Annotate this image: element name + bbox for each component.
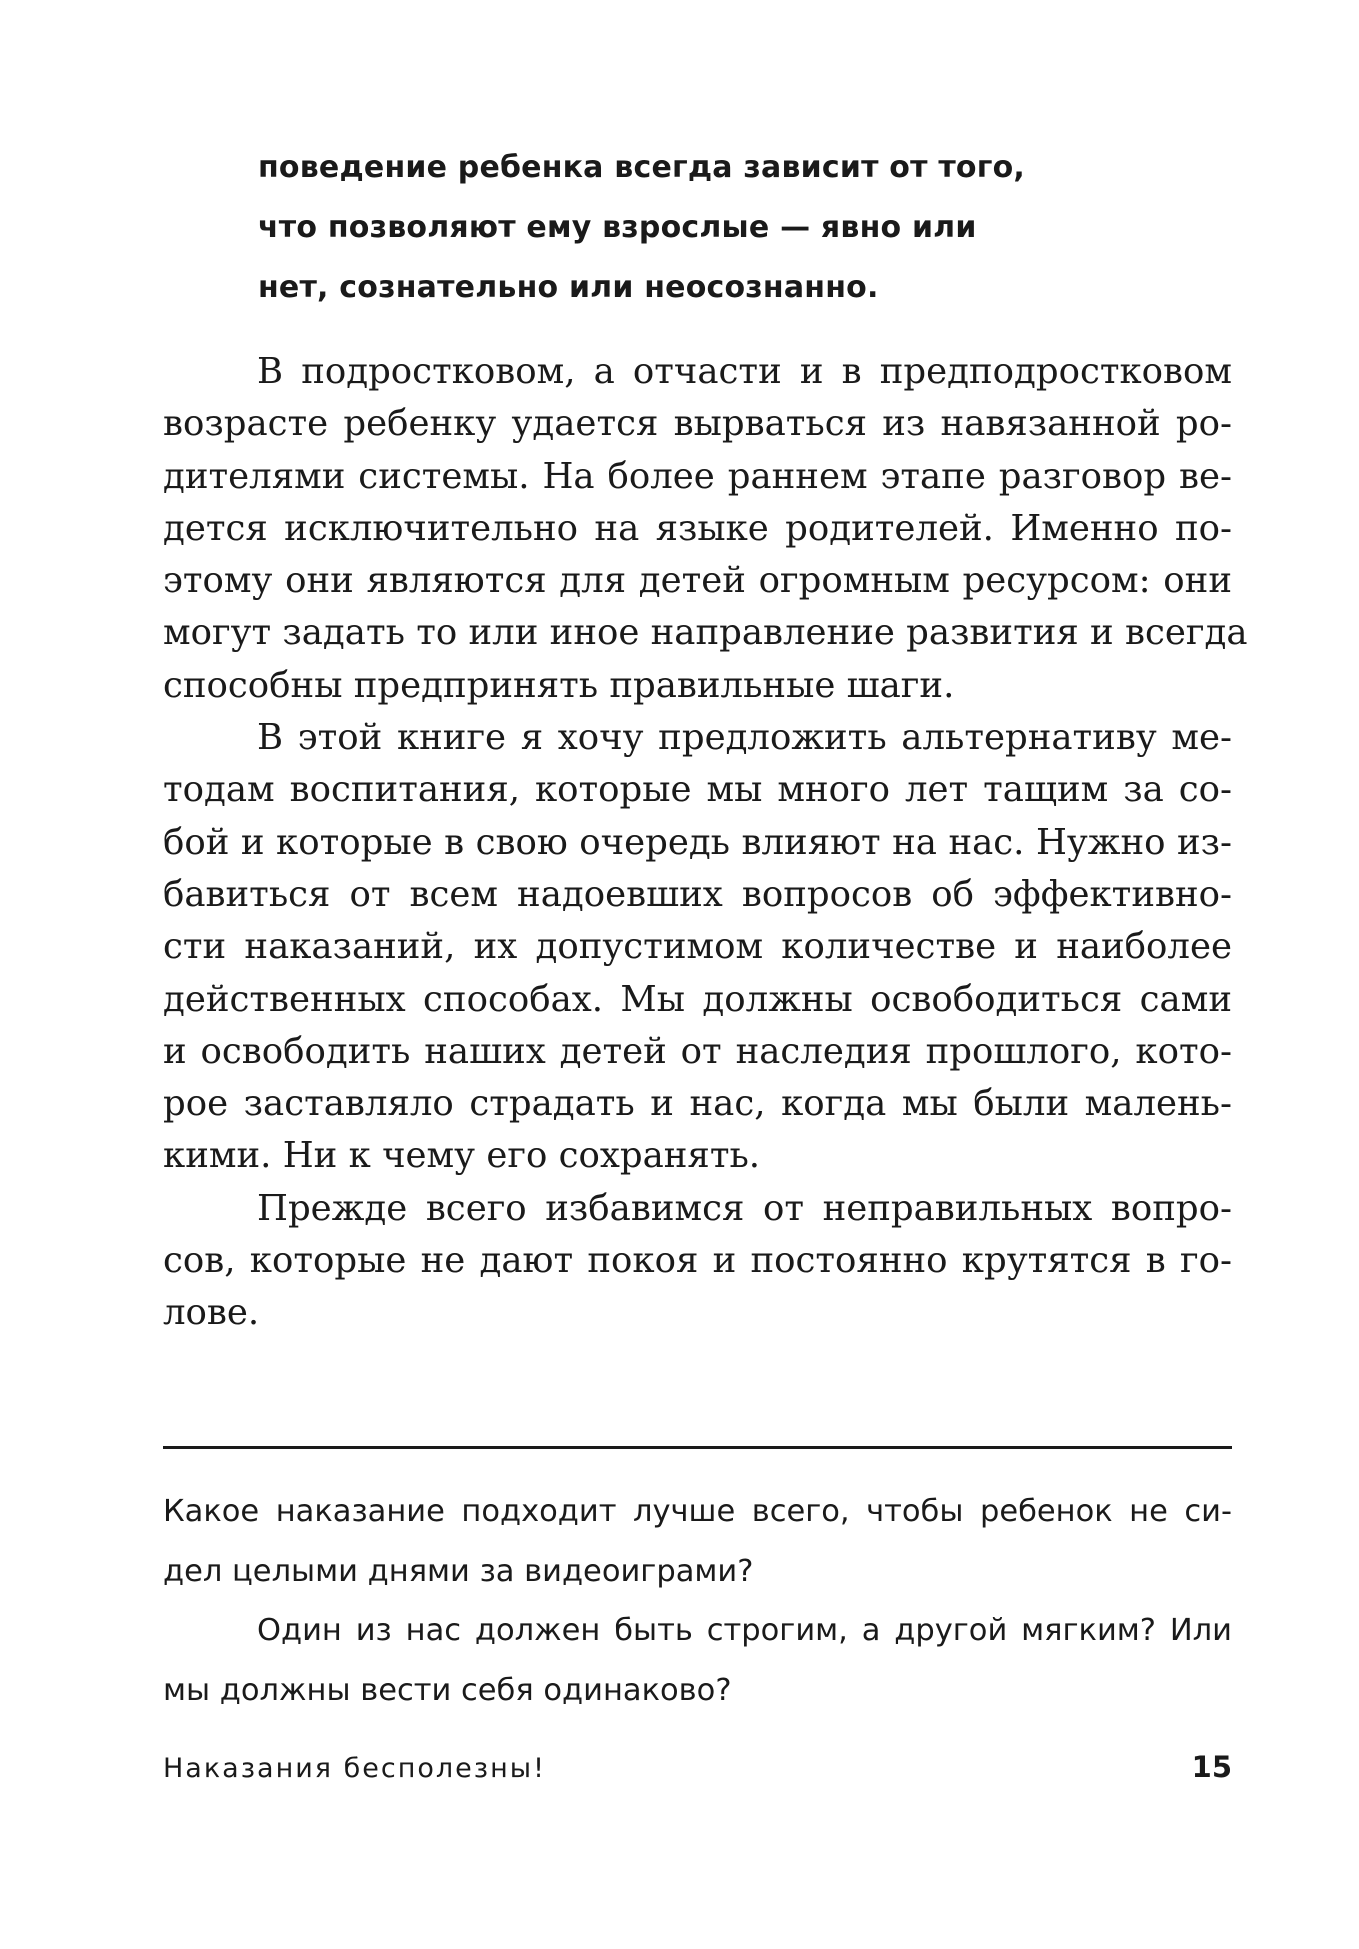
quote-line: поведение ребенка всегда зависит от того, (258, 150, 1026, 185)
text-line: действенных способах. Мы должны освободиться сами (163, 978, 1232, 1020)
text-line: лове. (163, 1292, 260, 1334)
text-line: сти наказаний, их допустимом количестве и наиболее (163, 926, 1232, 968)
page-number: 15 (1191, 1750, 1232, 1784)
section-divider (163, 1446, 1232, 1449)
questions-block (163, 1482, 1232, 1720)
body-text (163, 346, 1248, 1340)
paragraph-1 (163, 346, 1248, 712)
text-line: дется исключительно на языке родителей. Именно по- (163, 507, 1232, 549)
question-1 (163, 1482, 1232, 1601)
text-line: способны предпринять правильные шаги. (163, 664, 955, 706)
paragraph-2 (163, 712, 1232, 1183)
paragraph-3 (163, 1183, 1232, 1340)
text-line: сов, которые не дают покоя и постоянно крутятся в го- (163, 1240, 1232, 1282)
text-line: дителями системы. На более раннем этапе разговор ве- (163, 455, 1232, 497)
text-line: В этой книге я хочу предложить альтернативу ме- (257, 717, 1232, 759)
text-line: этому они являются для детей огромным ресурсом: они (163, 560, 1232, 602)
text-line: возрасте ребенку удается вырваться из навязанной ро- (163, 403, 1232, 445)
text-line: кими. Ни к чему его сохранять. (163, 1135, 761, 1177)
running-footer-title: Наказания бесполезны! (163, 1753, 546, 1784)
text-line: В подростковом, а отчасти и в предподростковом (257, 351, 1232, 392)
quote-line: нет, сознательно или неосознанно. (258, 270, 879, 305)
highlighted-quote (258, 138, 1078, 318)
quote-line: что позволяют ему взрослые — явно или (258, 210, 977, 245)
question-2 (163, 1601, 1232, 1720)
question-line: мы должны вести себя одинаково? (163, 1672, 732, 1708)
text-line: могут задать то или иное направление развития и всегда (163, 612, 1248, 654)
text-line: и освободить наших детей от наследия прошлого, кото- (163, 1030, 1232, 1072)
text-line: Прежде всего избавимся от неправильных вопро- (257, 1187, 1232, 1229)
text-line: бавиться от всем надоевших вопросов об эффективно- (163, 873, 1232, 915)
text-line: рое заставляло страдать и нас, когда мы были малень- (163, 1083, 1232, 1125)
question-line: Какое наказание подходит лучше всего, чтобы ребенок не си- (163, 1494, 1232, 1529)
question-line: Один из нас должен быть строгим, а другой мягким? Или (257, 1613, 1232, 1648)
question-line: дел целыми днями за видеоиграми? (163, 1553, 754, 1589)
text-line: тодам воспитания, которые мы много лет тащим за со- (163, 769, 1232, 811)
text-line: бой и которые в свою очередь влияют на нас. Нужно из- (163, 821, 1232, 863)
